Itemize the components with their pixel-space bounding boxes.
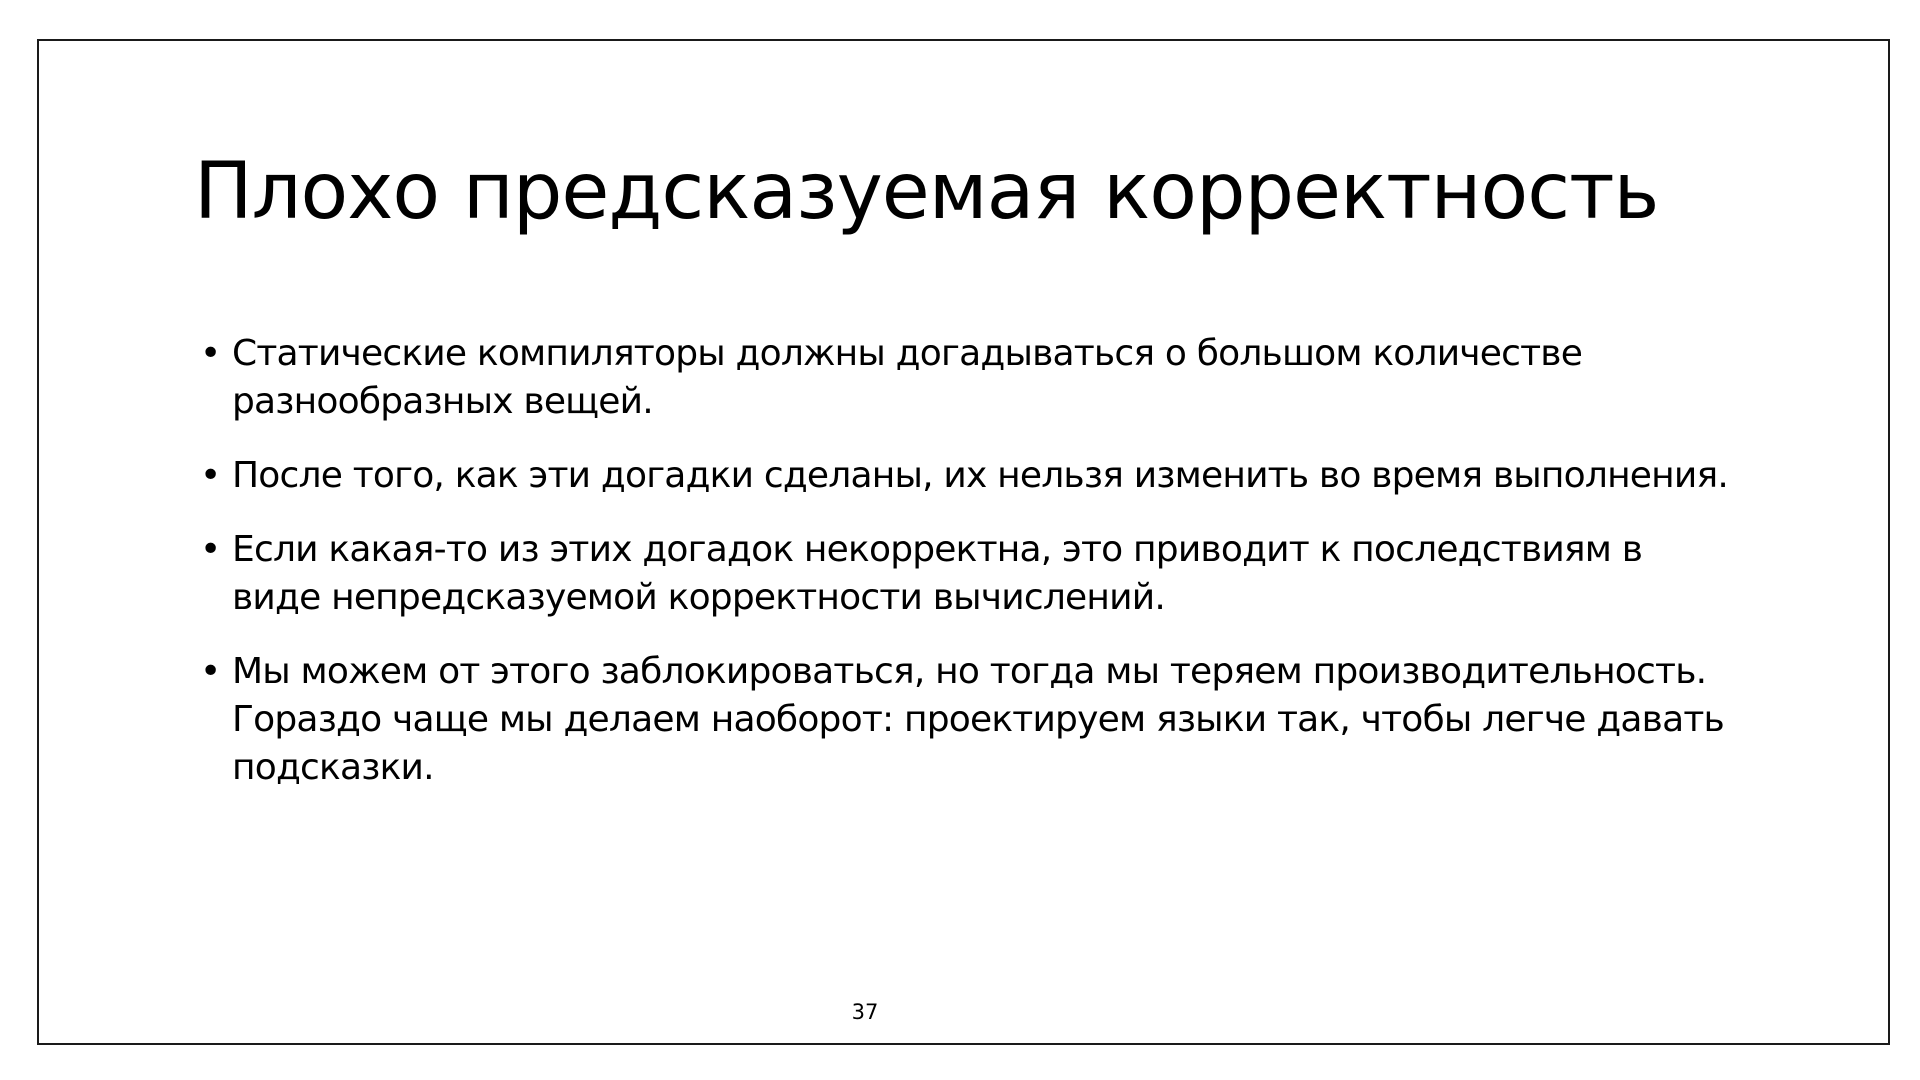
bullet-list bbox=[198, 330, 1728, 818]
bullet-text: Если какая-то из этих догадок некорректна, это приводит к последствиям в виде непредсказуемой корректности вычислений. bbox=[232, 529, 1643, 618]
slide-title: Плохо предсказуемая корректность bbox=[194, 147, 1659, 237]
list-item bbox=[198, 526, 1728, 622]
list-item bbox=[198, 452, 1728, 500]
bullet-icon: • bbox=[200, 455, 221, 496]
bullet-text: Статические компиляторы должны догадываться о большом количестве разнообразных вещей. bbox=[232, 333, 1583, 422]
bullet-text: После того, как эти догадки сделаны, их нельзя изменить во время выполнения. bbox=[232, 455, 1728, 496]
bullet-icon: • bbox=[200, 651, 221, 692]
bullet-text: Мы можем от этого заблокироваться, но тогда мы теряем производительность. Гораздо чаще мы делаем наоборот: проектируем языки так, чтобы легче давать подсказки. bbox=[232, 651, 1724, 788]
bullet-icon: • bbox=[200, 333, 221, 374]
list-item bbox=[198, 648, 1728, 792]
list-item bbox=[198, 330, 1728, 426]
page-number: 37 bbox=[851, 1000, 879, 1024]
bullet-icon: • bbox=[200, 529, 221, 570]
